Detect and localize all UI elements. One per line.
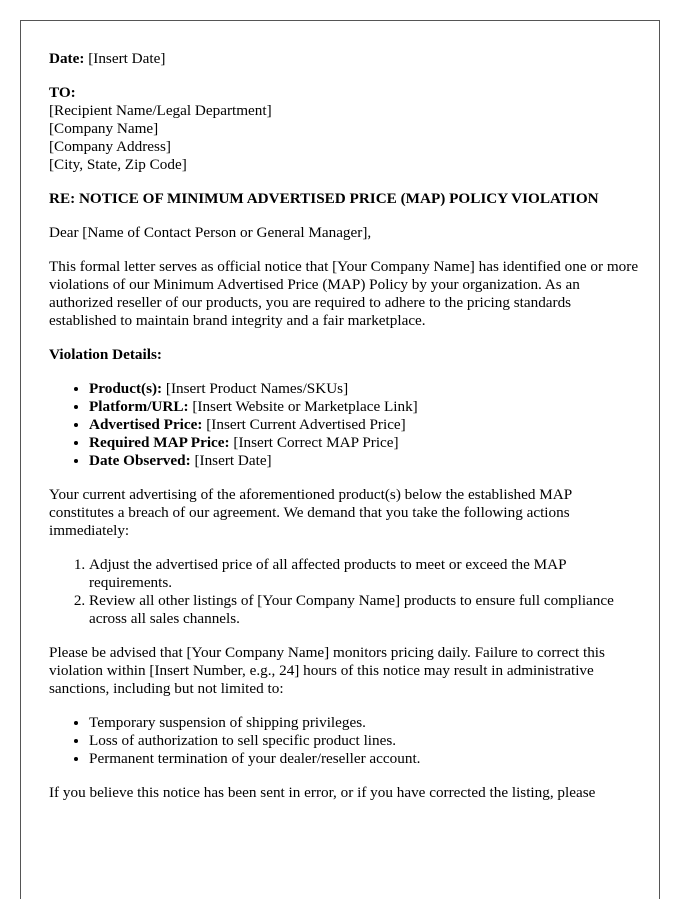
subject-line: RE: NOTICE OF MINIMUM ADVERTISED PRICE (MAP) POLICY VIOLATION — [49, 190, 599, 207]
list-item: • Platform/URL: [Insert Website or Marketplace Link] — [89, 398, 639, 416]
monitoring-paragraph: Please be advised that [Your Company Name] monitors pricing daily. Failure to correct this violation within [Insert Number, e.g., 24] hours of this notice may result in administrative sanctions, including but not limited to: — [49, 644, 605, 697]
demand-paragraph: Your current advertising of the aforementioned product(s) below the established MAP constitutes a breach of our agreement. We demand that you take the following actions immediately: — [49, 486, 572, 539]
list-item: • Loss of authorization to sell specific product lines. — [89, 732, 639, 750]
violation-details-list — [49, 380, 639, 470]
list-item: • Required MAP Price: [Insert Correct MAP Price] — [89, 434, 639, 452]
recipient-line: [City, State, Zip Code] — [49, 156, 187, 173]
recipient-block — [49, 84, 639, 174]
list-item: • Date Observed: [Insert Date] — [89, 452, 639, 470]
recipient-line: [Company Address] — [49, 138, 171, 155]
recipient-line: [Recipient Name/Legal Department] — [49, 102, 272, 119]
to-label: TO: — [49, 84, 76, 101]
list-item: 1. Adjust the advertised price of all affected products to meet or exceed the MAP requirements. — [89, 556, 639, 592]
list-item: 2. Review all other listings of [Your Company Name] products to ensure full compliance across all sales channels. — [89, 592, 639, 628]
date-line — [49, 50, 639, 68]
list-item: • Advertised Price: [Insert Current Advertised Price] — [89, 416, 639, 434]
list-item: • Permanent termination of your dealer/reseller account. — [89, 750, 639, 768]
letter-page — [20, 20, 660, 899]
required-actions-list — [49, 556, 639, 628]
intro-paragraph: This formal letter serves as official notice that [Your Company Name] has identified one or more violations of our Minimum Advertised Price (MAP) Policy by your organization. As an authorized reseller of our products, you are required to adhere to the pricing standards established to maintain brand integrity and a fair marketplace. — [49, 258, 639, 329]
list-item: • Temporary suspension of shipping privileges. — [89, 714, 639, 732]
list-item: • Product(s): [Insert Product Names/SKUs] — [89, 380, 639, 398]
sanctions-list — [49, 714, 639, 768]
violation-heading: Violation Details: — [49, 346, 162, 363]
salutation: Dear [Name of Contact Person or General Manager], — [49, 224, 372, 241]
closing-paragraph: If you believe this notice has been sent in error, or if you have corrected the listing, please — [49, 784, 596, 801]
date-label: Date: — [49, 50, 85, 67]
recipient-line: [Company Name] — [49, 120, 159, 137]
letter-body — [49, 50, 639, 802]
date-value: [Insert Date] — [84, 50, 166, 67]
